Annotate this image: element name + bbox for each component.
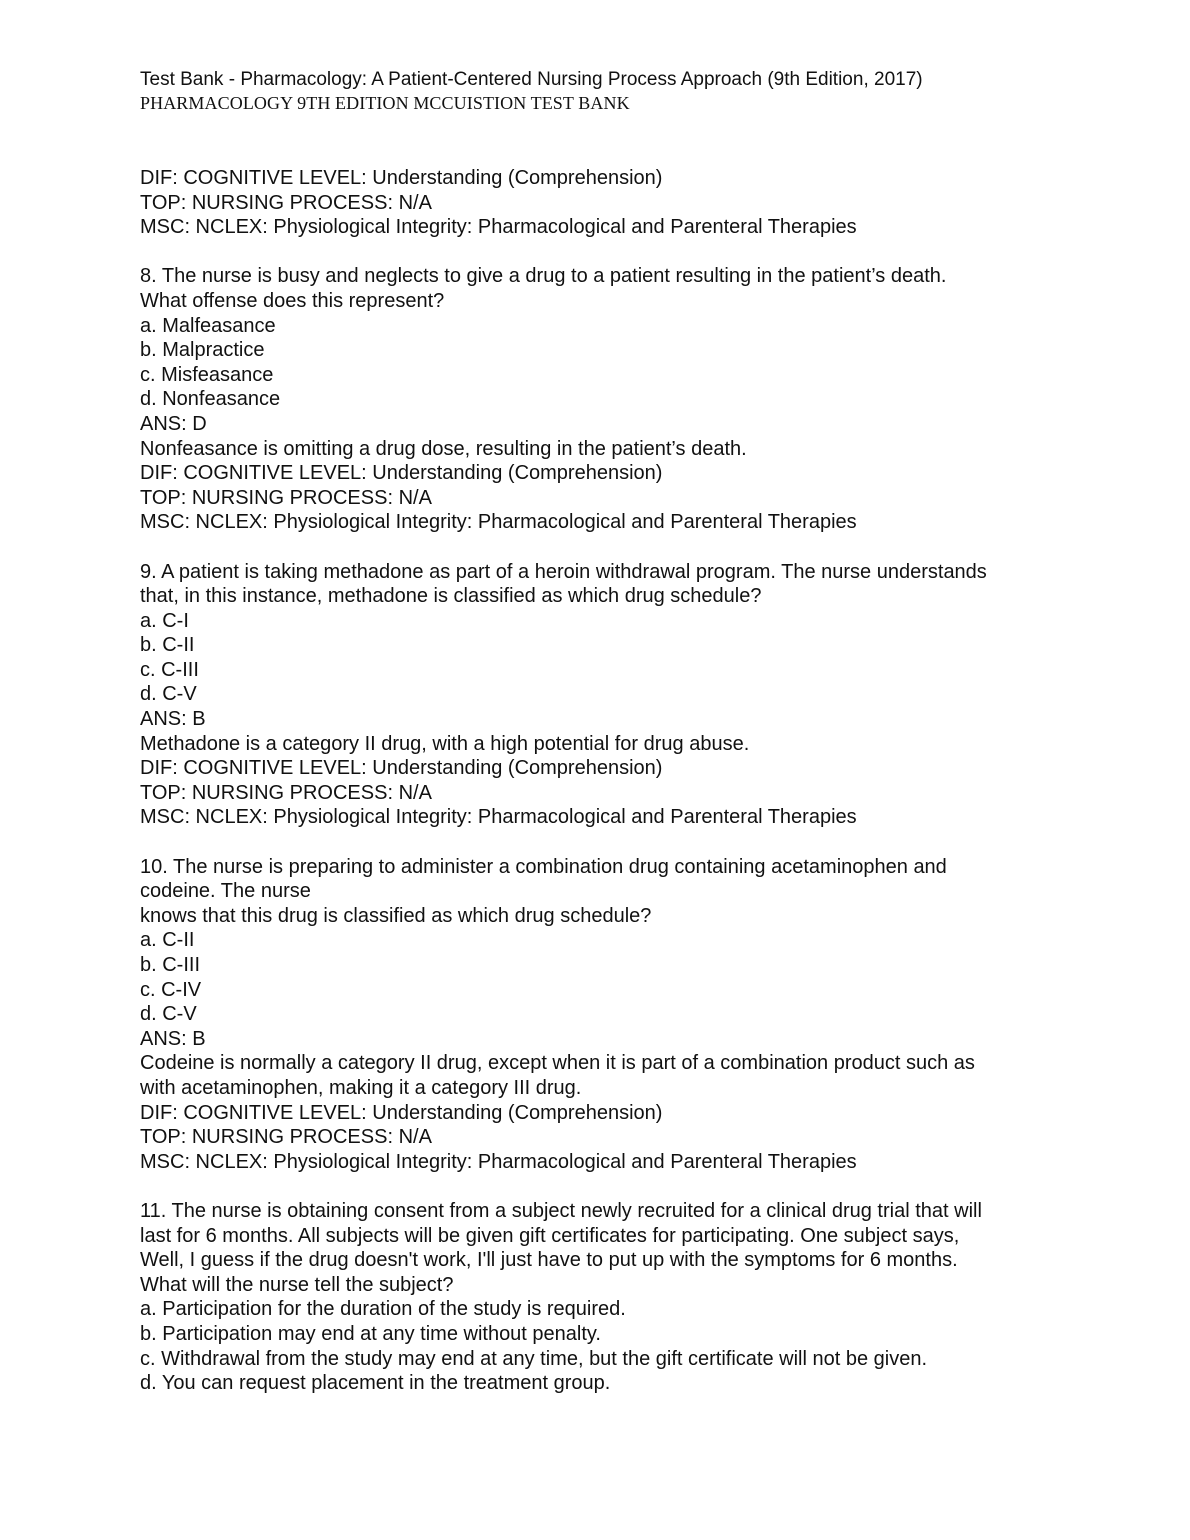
option-a: a. Participation for the duration of the study is required. — [140, 1298, 626, 1321]
answer-line: ANS: D — [140, 412, 207, 435]
question-stem: Well, I guess if the drug doesn't work, I'll just have to put up with the symptoms for 6 months. — [140, 1249, 958, 1272]
option-a: a. Malfeasance — [140, 314, 276, 337]
option-d: d. You can request placement in the treatment group. — [140, 1372, 611, 1395]
option-a: a. C-II — [140, 929, 195, 952]
option-d: d. Nonfeasance — [140, 388, 281, 411]
question-stem: 11. The nurse is obtaining consent from a subject newly recruited for a clinical drug trial that will — [140, 1199, 982, 1222]
option-c: c. C-III — [140, 658, 199, 681]
spacer — [140, 830, 1070, 855]
question-11 — [140, 1199, 1070, 1396]
page-header — [140, 68, 1100, 114]
rationale: Codeine is normally a category II drug, except when it is part of a combination product such as — [140, 1052, 975, 1075]
header-title: Test Bank - Pharmacology: A Patient-Centered Nursing Process Approach (9th Edition, 2017) — [140, 69, 923, 90]
top-line: TOP: NURSING PROCESS: N/A — [140, 781, 432, 804]
top-line: TOP: NURSING PROCESS: N/A — [140, 191, 432, 214]
option-b: b. Participation may end at any time without penalty. — [140, 1322, 601, 1345]
question-stem: that, in this instance, methadone is classified as which drug schedule? — [140, 585, 762, 608]
dif-line: DIF: COGNITIVE LEVEL: Understanding (Comprehension) — [140, 1101, 663, 1124]
option-b: b. C-II — [140, 634, 195, 657]
question-8 — [140, 264, 1070, 535]
dif-line: DIF: COGNITIVE LEVEL: Understanding (Comprehension) — [140, 167, 663, 189]
option-c: c. Misfeasance — [140, 363, 274, 386]
option-d: d. C-V — [140, 1003, 197, 1026]
option-c: c. C-IV — [140, 978, 202, 1001]
question-stem: codeine. The nurse — [140, 880, 311, 903]
question-stem: 9. A patient is taking methadone as part of a heroin withdrawal program. The nurse understands — [140, 560, 987, 583]
msc-line: MSC: NCLEX: Physiological Integrity: Pharmacological and Parenteral Therapies — [140, 216, 857, 239]
answer-line: ANS: B — [140, 1027, 206, 1050]
dif-line: DIF: COGNITIVE LEVEL: Understanding (Comprehension) — [140, 757, 663, 780]
spacer — [140, 1174, 1070, 1199]
header-subtitle: PHARMACOLOGY 9TH EDITION MCCUISTION TEST BANK — [140, 93, 630, 113]
option-c: c. Withdrawal from the study may end at any time, but the gift certificate will not be given. — [140, 1347, 928, 1370]
answer-line: ANS: B — [140, 708, 206, 731]
document-body — [140, 166, 1070, 1396]
option-b: b. Malpractice — [140, 339, 265, 362]
top-line: TOP: NURSING PROCESS: N/A — [140, 486, 432, 509]
option-d: d. C-V — [140, 683, 197, 706]
option-b: b. C-III — [140, 954, 201, 976]
option-a: a. C-I — [140, 609, 189, 632]
rationale: with acetaminophen, making it a category III drug. — [140, 1076, 582, 1099]
top-line: TOP: NURSING PROCESS: N/A — [140, 1126, 432, 1149]
question-stem: What will the nurse tell the subject? — [140, 1273, 454, 1296]
question-10 — [140, 855, 1070, 1175]
question-stem: last for 6 months. All subjects will be given gift certificates for participating. One subject says, — [140, 1224, 960, 1247]
question-stem: 10. The nurse is preparing to administer a combination drug containing acetaminophen and — [140, 855, 947, 878]
msc-line: MSC: NCLEX: Physiological Integrity: Pharmacological and Parenteral Therapies — [140, 806, 857, 829]
spacer — [140, 535, 1070, 560]
question-9 — [140, 560, 1070, 831]
rationale: Nonfeasance is omitting a drug dose, resulting in the patient’s death. — [140, 437, 747, 460]
question-stem: 8. The nurse is busy and neglects to give a drug to a patient resulting in the patient’s death. — [140, 265, 947, 288]
msc-line: MSC: NCLEX: Physiological Integrity: Pharmacological and Parenteral Therapies — [140, 511, 857, 534]
question-stem: What offense does this represent? — [140, 289, 445, 312]
spacer — [140, 240, 1070, 265]
question-stem: knows that this drug is classified as which drug schedule? — [140, 904, 652, 927]
previous-question-meta — [140, 166, 1070, 240]
rationale: Methadone is a category II drug, with a high potential for drug abuse. — [140, 732, 750, 755]
msc-line: MSC: NCLEX: Physiological Integrity: Pharmacological and Parenteral Therapies — [140, 1150, 857, 1173]
dif-line: DIF: COGNITIVE LEVEL: Understanding (Comprehension) — [140, 462, 663, 485]
